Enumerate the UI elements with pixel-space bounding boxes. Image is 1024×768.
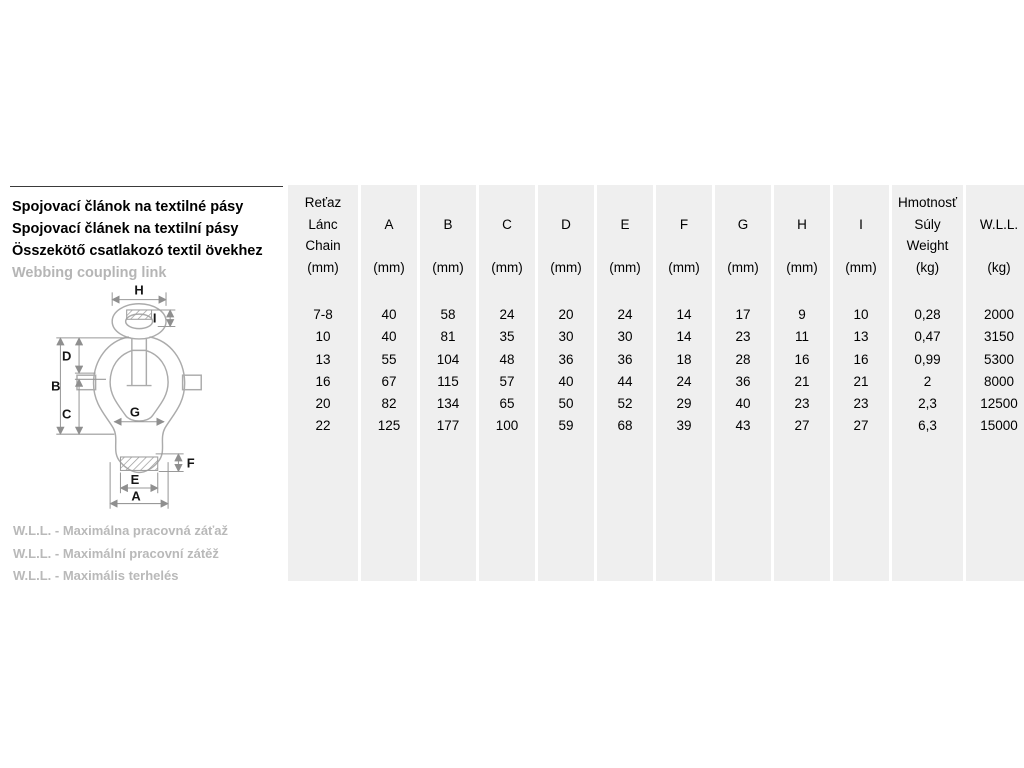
table-cell: 52 — [617, 396, 633, 412]
table-cell: 13 — [315, 351, 331, 367]
wll-note-sk: W.L.L. - Maximálna pracovná záťaž — [13, 523, 229, 538]
column-header-line — [420, 235, 476, 257]
table-cell: 50 — [558, 396, 574, 412]
column-header-line: (mm) — [432, 259, 464, 275]
table-cell: 16 — [794, 351, 810, 367]
table-cell: 30 — [617, 329, 633, 345]
table-cell: 23 — [794, 396, 810, 412]
dim-label-h: H — [134, 284, 144, 298]
column-header-line — [966, 235, 1024, 257]
table-cell: 115 — [437, 373, 459, 389]
column-cells — [833, 304, 889, 438]
table-cell: 55 — [381, 351, 397, 367]
column-cells — [966, 304, 1024, 438]
column-cells — [361, 304, 417, 438]
table-cell: 24 — [617, 307, 633, 322]
table-cell: 28 — [735, 351, 751, 367]
coupling-link-diagram — [48, 284, 224, 514]
column-cells — [715, 304, 771, 438]
column-cells — [420, 304, 476, 438]
column-header-line: Chain — [305, 238, 341, 253]
column-header-line — [966, 192, 1024, 214]
column-header-line: Reťaz — [304, 195, 342, 210]
table-cell: 10 — [315, 329, 331, 345]
table-cell: 39 — [676, 418, 692, 434]
table-cell: 9 — [798, 307, 806, 322]
table-cell: 0,28 — [914, 307, 941, 322]
table-cell: 2000 — [983, 307, 1015, 322]
title-sk: Spojovací článok na textilné pásy — [12, 199, 244, 215]
column-header-line — [479, 192, 535, 214]
table-cell: 65 — [499, 396, 515, 412]
column-header-line: C — [502, 216, 512, 232]
table-cell: 14 — [676, 329, 692, 345]
table-cell: 40 — [381, 329, 397, 345]
table-cell: 68 — [617, 418, 633, 434]
column-header-line: H — [797, 216, 807, 232]
column-header-line: E — [620, 216, 630, 232]
table-cell: 14 — [676, 307, 692, 322]
table-cell: 43 — [735, 418, 751, 434]
spec-table — [288, 185, 1024, 581]
table-column-g — [715, 185, 771, 581]
column-header-line: (mm) — [307, 259, 339, 275]
column-header-line — [361, 235, 417, 257]
column-cells — [597, 304, 653, 438]
table-cell: 10 — [853, 307, 869, 322]
table-cell: 27 — [853, 418, 869, 434]
dim-label-a: A — [131, 488, 141, 504]
table-cell: 17 — [735, 307, 751, 322]
table-cell: 48 — [499, 351, 515, 367]
table-cell: 35 — [499, 329, 515, 345]
column-header-line — [361, 192, 417, 214]
column-header-line: Weight — [906, 238, 949, 253]
title-hu: Összekötő csatlakozó textil övekhez — [12, 243, 263, 259]
column-header-line: Lánc — [308, 216, 338, 232]
table-column-chain — [288, 185, 358, 581]
column-header-line: G — [737, 216, 749, 232]
table-cell: 30 — [558, 329, 574, 345]
table-column-a — [361, 185, 417, 581]
dim-label-g: G — [129, 404, 141, 420]
column-header-line: (mm) — [786, 259, 818, 275]
column-header-line — [833, 192, 889, 214]
table-column-b — [420, 185, 476, 581]
table-cell: 0,47 — [914, 329, 941, 345]
column-cells — [774, 304, 830, 438]
column-header-line — [538, 192, 594, 214]
column-header-line — [656, 235, 712, 257]
column-cells — [656, 304, 712, 438]
table-cell: 22 — [315, 418, 331, 434]
dim-label-f: F — [186, 455, 195, 471]
column-header-line — [774, 192, 830, 214]
table-cell: 6,3 — [918, 418, 937, 434]
table-cell: 8000 — [983, 373, 1015, 389]
table-cell: 20 — [315, 396, 331, 412]
table-cell: 44 — [617, 373, 633, 389]
column-header-line: (mm) — [491, 259, 523, 275]
table-cell: 125 — [377, 418, 401, 434]
table-cell: 2,3 — [918, 396, 937, 412]
table-cell: 15000 — [980, 418, 1018, 434]
table-cell: 104 — [436, 351, 460, 367]
column-header-line — [715, 235, 771, 257]
table-cell: 3150 — [983, 329, 1015, 345]
table-column-e — [597, 185, 653, 581]
table-cell: 7-8 — [313, 307, 333, 322]
column-header-line — [833, 235, 889, 257]
column-header-line: I — [859, 216, 863, 232]
dim-label-c: C — [61, 406, 72, 422]
table-column-i — [833, 185, 889, 581]
table-cell: 23 — [853, 396, 869, 412]
column-header-line — [715, 192, 771, 214]
column-header-line: W.L.L. — [979, 216, 1019, 232]
column-header-line — [479, 235, 535, 257]
table-cell: 16 — [315, 373, 331, 389]
divider — [10, 186, 283, 187]
column-header-line: Súly — [914, 216, 941, 232]
table-cell: 40 — [381, 307, 397, 322]
table-cell: 59 — [558, 418, 574, 434]
column-header-line: (mm) — [373, 259, 405, 275]
table-column-c — [479, 185, 535, 581]
column-cells — [288, 304, 358, 438]
table-cell: 5300 — [983, 351, 1015, 367]
table-cell: 16 — [853, 351, 869, 367]
column-header-line — [774, 235, 830, 257]
column-header-line: B — [443, 216, 453, 232]
table-cell: 58 — [440, 307, 456, 322]
wll-notes — [13, 520, 228, 588]
table-cell: 24 — [499, 307, 515, 322]
table-column-d — [538, 185, 594, 581]
column-header-line: (mm) — [727, 259, 759, 275]
title-en: Webbing coupling link — [12, 265, 167, 281]
table-cell: 20 — [558, 307, 574, 322]
table-cell: 18 — [676, 351, 692, 367]
column-header-line: (kg) — [987, 259, 1011, 275]
table-cell: 40 — [735, 396, 751, 412]
table-cell: 11 — [794, 329, 809, 345]
table-cell: 36 — [617, 351, 633, 367]
product-titles — [12, 196, 286, 284]
wll-note-cz: W.L.L. - Maximální pracovní zátěž — [13, 545, 219, 561]
dim-label-b: B — [51, 378, 61, 394]
table-cell: 134 — [436, 396, 460, 412]
column-header-line: (mm) — [845, 259, 877, 275]
column-header-line: D — [561, 216, 571, 232]
dim-label-e: E — [130, 471, 140, 487]
column-header-line: Hmotnosť — [897, 195, 958, 210]
column-header-line: (mm) — [668, 259, 700, 275]
dim-label-i: I — [152, 310, 157, 326]
table-cell: 21 — [794, 373, 810, 389]
column-header-line: (kg) — [915, 259, 940, 275]
table-column-h — [774, 185, 830, 581]
table-cell: 12500 — [980, 396, 1018, 412]
table-column-weight — [892, 185, 963, 581]
table-cell: 67 — [381, 373, 397, 389]
technical-drawing — [48, 284, 224, 519]
table-cell: 36 — [735, 373, 751, 389]
table-cell: 57 — [499, 373, 515, 389]
column-header-line: (mm) — [550, 259, 582, 275]
column-header-line — [538, 235, 594, 257]
wll-note-hu: W.L.L. - Maximális terhelés — [13, 568, 179, 583]
column-cells — [892, 304, 963, 438]
table-cell: 81 — [440, 329, 456, 345]
column-header-line: F — [679, 216, 689, 232]
column-header-line: A — [384, 216, 394, 232]
table-cell: 2 — [923, 373, 932, 389]
table-cell: 29 — [676, 396, 692, 412]
table-cell: 23 — [735, 329, 751, 345]
table-cell: 0,99 — [914, 351, 941, 367]
table-cell: 177 — [436, 418, 460, 434]
table-cell: 24 — [676, 373, 692, 389]
title-cz: Spojovací článek na textilní pásy — [12, 221, 239, 237]
column-cells — [479, 304, 535, 438]
column-header-line — [597, 192, 653, 214]
table-cell: 82 — [381, 396, 397, 412]
column-header-line — [656, 192, 712, 214]
column-header-line: (mm) — [609, 259, 641, 275]
table-column-f — [656, 185, 712, 581]
table-cell: 13 — [853, 329, 869, 345]
column-header-line — [420, 192, 476, 214]
table-cell: 36 — [558, 351, 574, 367]
table-cell: 21 — [853, 373, 869, 389]
table-cell: 27 — [794, 418, 810, 434]
table-cell: 100 — [495, 418, 519, 434]
table-cell: 40 — [558, 373, 574, 389]
column-header-line — [597, 235, 653, 257]
dim-label-d: D — [61, 348, 72, 364]
table-column-wll — [966, 185, 1024, 581]
column-cells — [538, 304, 594, 438]
